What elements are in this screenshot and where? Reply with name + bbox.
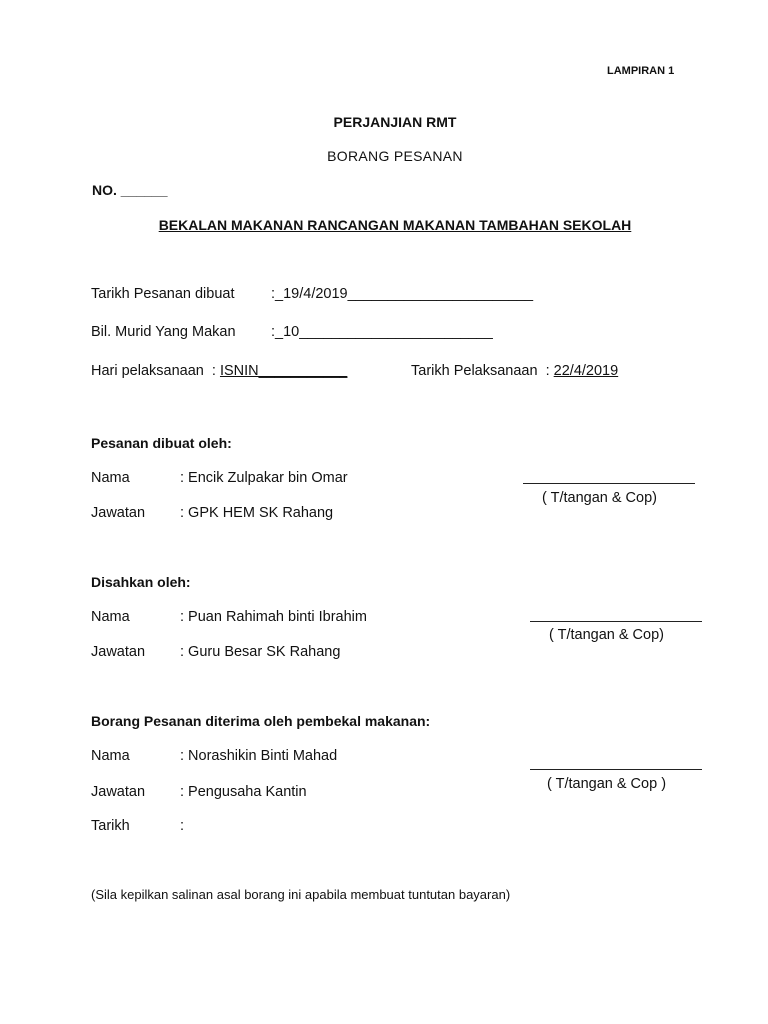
student-count-value: :_10________________________ [271,324,493,340]
document-subtitle: BORANG PESANAN [327,148,463,164]
approved-by-position-label: Jawatan [91,644,146,660]
appendix-label: LAMPIRAN 1 [607,65,675,77]
execution-day-value: ISNIN___________ [219,363,348,379]
received-by-signature-line [530,769,702,770]
execution-date-field [411,364,618,379]
document-title: PERJANJIAN RMT [333,114,457,130]
ordered-by-section-title: Pesanan dibuat oleh: [91,435,232,451]
execution-day-label: Hari pelaksanaan : [91,363,220,379]
ordered-by-position-value: : GPK HEM SK Rahang [180,505,334,521]
execution-day-field [91,364,347,379]
approved-by-signature-caption: ( T/tangan & Cop) [549,627,664,643]
ordered-by-name-value: : Encik Zulpakar bin Omar [180,470,348,486]
ordered-by-signature-caption: ( T/tangan & Cop) [542,490,657,506]
approved-by-name-label: Nama [91,609,130,625]
received-by-name-label: Nama [91,748,130,764]
footer-note: (Sila kepilkan salinan asal borang ini apabila membuat tuntutan bayaran) [91,887,511,902]
received-by-signature-caption: ( T/tangan & Cop ) [547,776,667,792]
execution-date-label: Tarikh Pelaksanaan : [411,363,554,379]
order-date-label: Tarikh Pesanan dibuat [91,286,235,302]
received-by-date-label: Tarikh [91,818,130,834]
ordered-by-name-label: Nama [91,470,130,486]
approved-by-position-value: : Guru Besar SK Rahang [180,644,341,660]
execution-date-value: 22/4/2019 [553,363,619,379]
ordered-by-position-label: Jawatan [91,505,146,521]
ordered-by-signature-line [523,483,695,484]
form-number: NO. ______ [92,182,168,198]
received-by-date-value: : [180,818,185,834]
student-count-label: Bil. Murid Yang Makan [91,324,236,340]
received-by-position-label: Jawatan [91,784,146,800]
form-heading: BEKALAN MAKANAN RANCANGAN MAKANAN TAMBAHAN SEKOLAH [158,217,632,233]
order-date-value: :_19/4/2019_______________________ [271,286,534,302]
approved-by-signature-line [530,621,702,622]
received-by-section-title: Borang Pesanan diterima oleh pembekal makanan: [91,713,431,729]
approved-by-section-title: Disahkan oleh: [91,574,191,590]
received-by-position-value: : Pengusaha Kantin [180,784,307,800]
approved-by-name-value: : Puan Rahimah binti Ibrahim [180,609,367,625]
received-by-name-value: : Norashikin Binti Mahad [180,748,338,764]
